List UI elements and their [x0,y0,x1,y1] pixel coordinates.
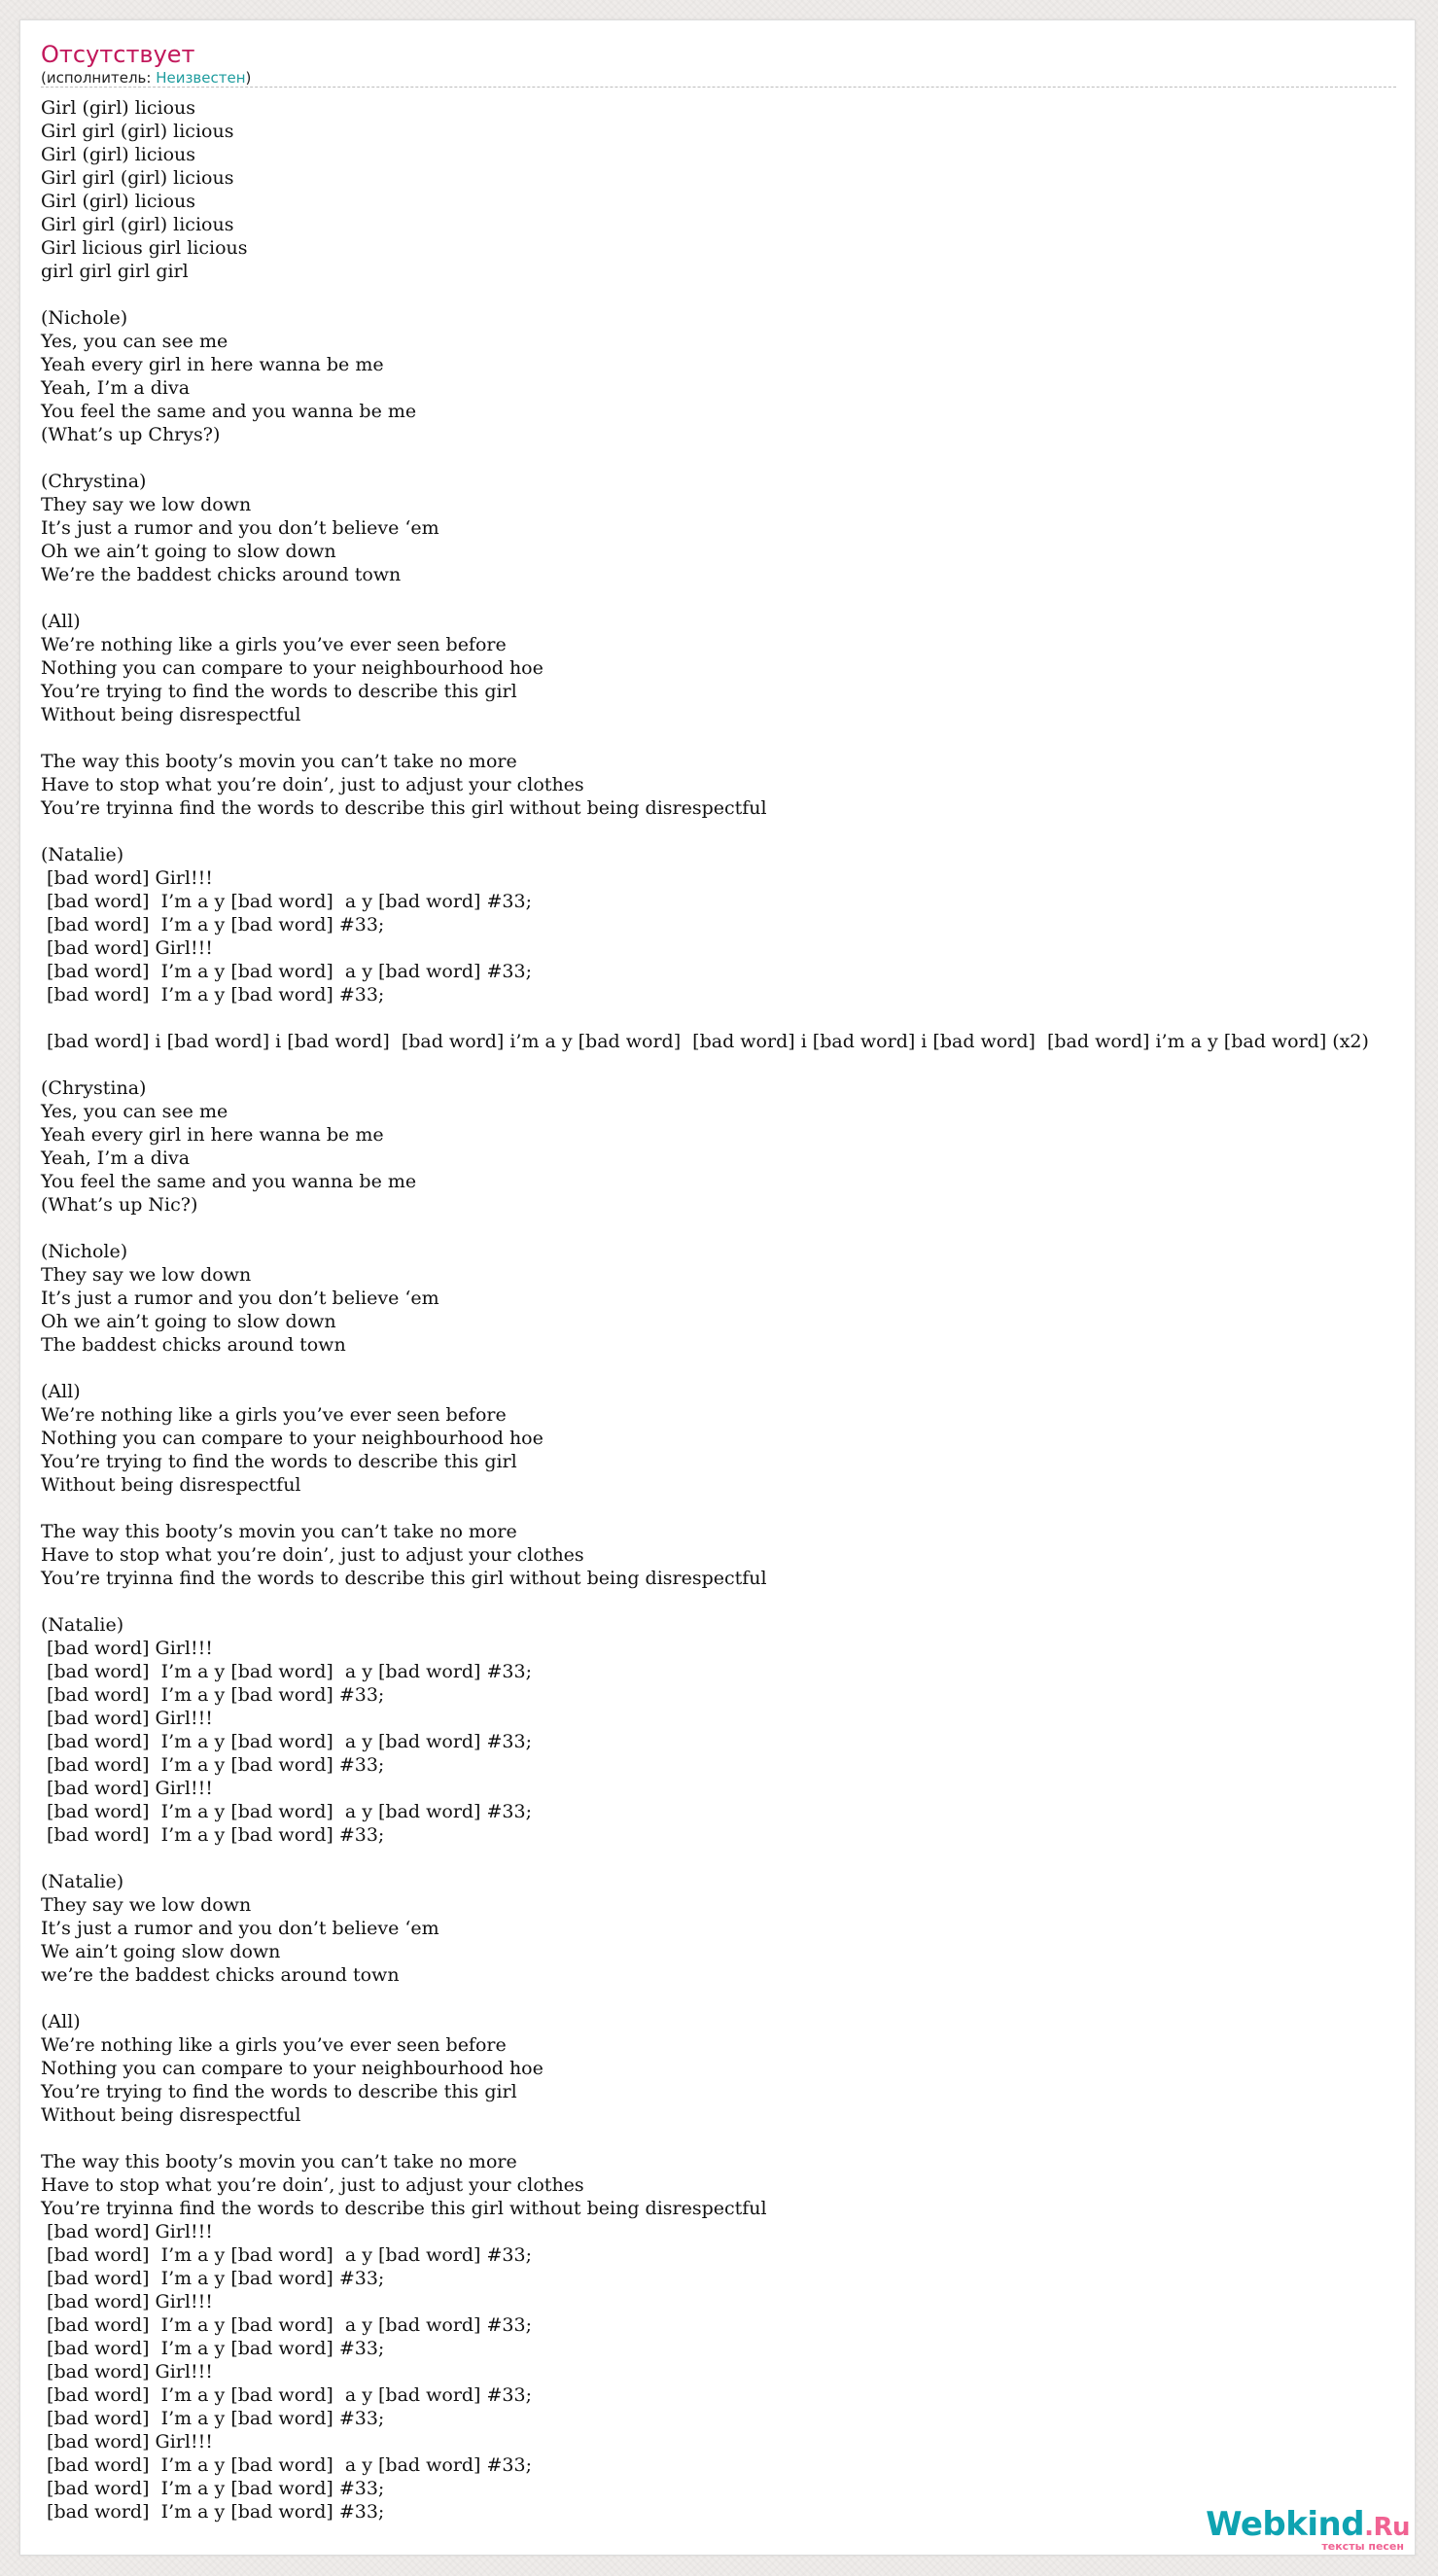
logo-name: Webkind [1206,2505,1365,2544]
webkind-logo[interactable] [1206,2507,1410,2553]
title-divider [41,87,1396,88]
logo-tld: .Ru [1364,2513,1410,2542]
artist-prefix: (исполнитель: [41,69,157,87]
artist-link[interactable]: Неизвестен [156,69,246,87]
logo-tagline: тексты песен [1321,2540,1404,2553]
lyrics-card [19,19,1416,2556]
song-title: Отсутствует [41,41,195,68]
artist-line [41,68,251,88]
lyrics-text: Girl (girl) licious Girl girl (girl) licious Girl (girl) licious Girl girl (girl) licious Girl (girl) licious Girl girl (girl) licious Girl licious girl licious girl girl girl girl (Nichole) Yes, you can see me Yeah every girl in here wanna be me Yeah, I’m a diva You feel the same and you wanna be me (What’s up Chrys?) (Chrystina) They say we low down It’s just a rumor and you don’t believe ‘em Oh we ain’t going to slow down We’re the baddest chicks around town (All) We’re nothing like a girls you’ve ever seen before Nothing you can compare to your neighbourhood hoe You’re trying to find the words to describe this girl Without being disrespectful The way this booty’s movin you can’t take no more Have to stop what you’re doin’, just to adjust your clothes You’re tryinna find the words to describe this girl without being disrespectful (Natalie) [bad word] Girl!!! [bad word] I’m a y [bad word] a y [bad word] #33; [bad word] I’m a y [bad word] #33; [bad word] Girl!!! [bad word] I’m a y [bad word] a y [bad word] #33; [bad word] I’m a y [bad word] #33; [bad word] i [bad word] i [bad word] [bad word] i’m a y [bad word] [bad word] i [bad word] i [bad word] [bad word] i’m a y [bad word] (x2) (Chrystina) Yes, you can see me Yeah every girl in here wanna be me Yeah, I’m a diva You feel the same and you wanna be me (What’s up Nic?) (Nichole) They say we low down It’s just a rumor and you don’t believe ‘em Oh we ain’t going to slow down The baddest chicks around town (All) We’re nothing like a girls you’ve ever seen before Nothing you can compare to your neighbourhood hoe You’re trying to find the words to describe this girl Without being disrespectful The way this booty’s movin you can’t take no more Have to stop what you’re doin’, just to adjust your clothes You’re tryinna find the words to describe this girl without being disrespectful (Natalie) [bad word] Girl!!! [bad word] I’m a y [bad word] a y [bad word] #33; [bad word] I’m a y [bad word] #33; [bad word] Girl!!! [bad word] I’m a y [bad word] a y [bad word] #33; [bad word] I’m a y [bad word] #33; [bad word] Girl!!! [bad word] I’m a y [bad word] a y [bad word] #33; [bad word] I’m a y [bad word] #33; (Natalie) They say we low down It’s just a rumor and you don’t believe ‘em We ain’t going slow down we’re the baddest chicks around town (All) We’re nothing like a girls you’ve ever seen before Nothing you can compare to your neighbourhood hoe You’re trying to find the words to describe this girl Without being disrespectful The way this booty’s movin you can’t take no more Have to stop what you’re doin’, just to adjust your clothes You’re tryinna find the words to describe this girl without being disrespectful [bad word] Girl!!! [bad word] I’m a y [bad word] a y [bad word] #33; [bad word] I’m a y [bad word] #33; [bad word] Girl!!! [bad word] I’m a y [bad word] a y [bad word] #33; [bad word] I’m a y [bad word] #33; [bad word] Girl!!! [bad word] I’m a y [bad word] a y [bad word] #33; [bad word] I’m a y [bad word] #33; [bad word] Girl!!! [bad word] I’m a y [bad word] a y [bad word] #33; [bad word] I’m a y [bad word] #33; [bad word] I’m a y [bad word] #33; [41,97,1369,2523]
artist-suffix: ) [245,69,252,87]
